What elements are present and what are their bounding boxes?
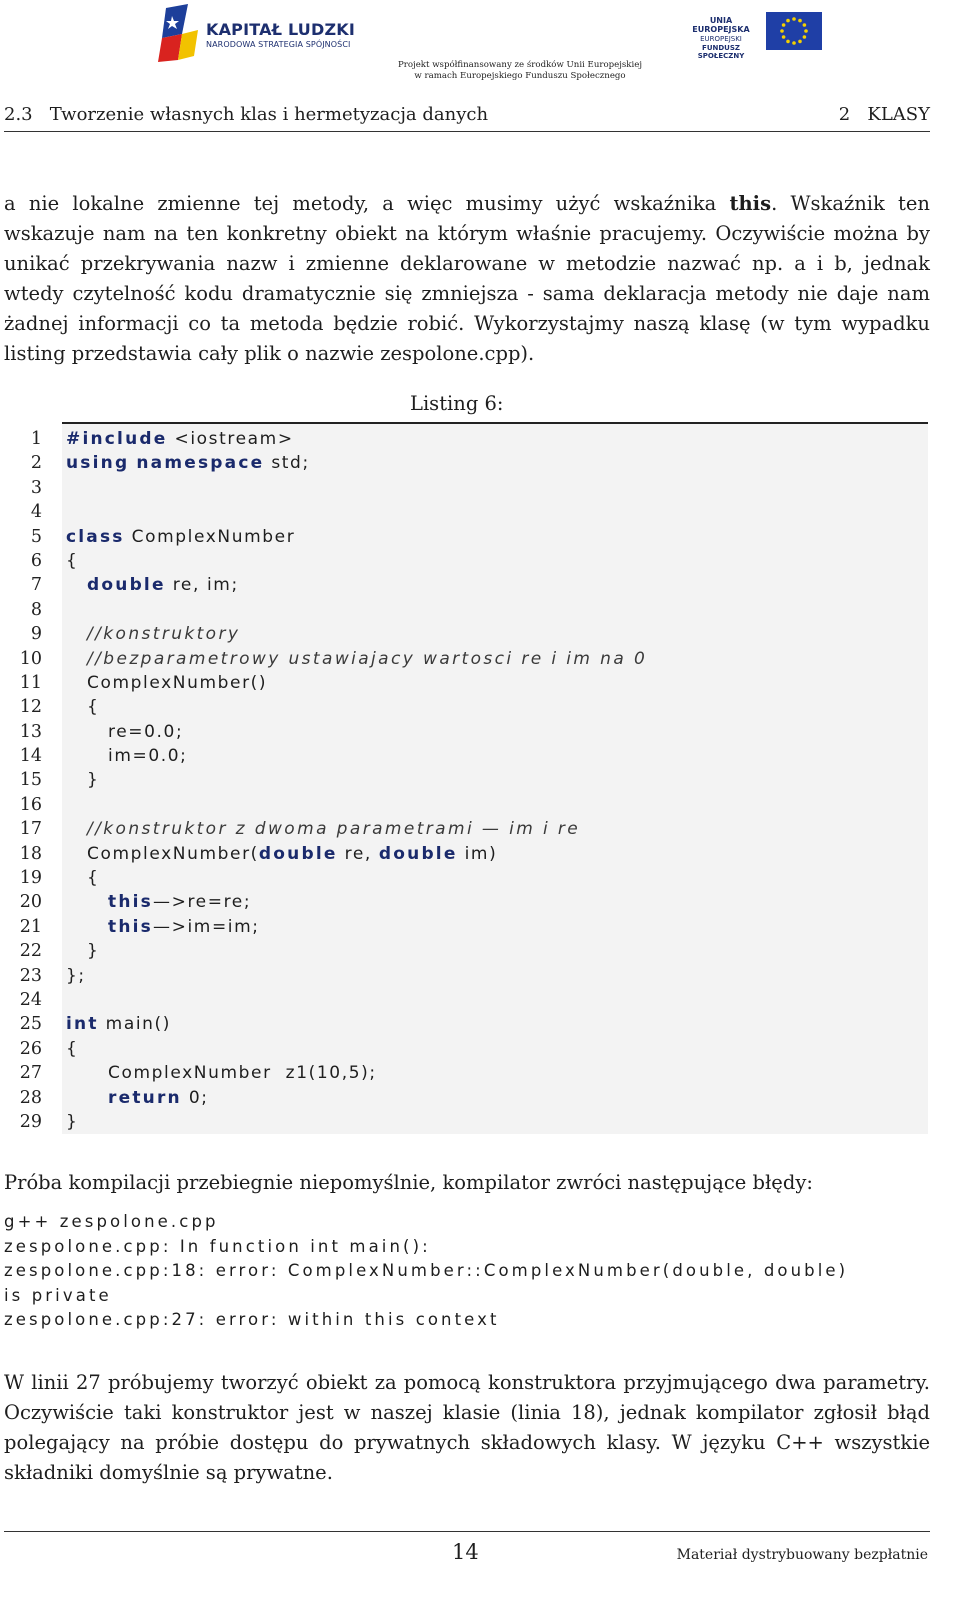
- code-token: ComplexNumber(: [66, 843, 259, 864]
- code-comment: //konstruktory: [87, 624, 241, 645]
- code-line: [0, 744, 930, 768]
- code-line: [0, 915, 930, 939]
- code-keyword: namespace: [136, 453, 265, 474]
- code-line: [0, 1012, 930, 1036]
- running-header: [4, 104, 930, 128]
- code-text: [66, 549, 78, 573]
- code-line: [0, 866, 930, 890]
- footer-note: Materiał dystrybuowany bezpłatnie: [676, 1547, 928, 1563]
- code-line: [0, 1061, 930, 1085]
- code-token: re,: [337, 843, 379, 864]
- paragraph-intro-text-a: a nie lokalne zmienne tej metody, a więc musimy użyć wskaźnika: [4, 192, 730, 215]
- code-token: }: [66, 1111, 79, 1132]
- code-keyword: double: [378, 843, 458, 864]
- line-number: 16: [19, 794, 42, 815]
- code-line: [0, 842, 930, 866]
- code-line: [0, 695, 930, 719]
- code-token: re=0.0;: [66, 721, 184, 742]
- code-token: 0;: [181, 1087, 209, 1108]
- compiler-output-line: zespolone.cpp:18: error: ComplexNumber::ComplexNumber(double, double): [4, 1261, 849, 1280]
- code-token: };: [66, 965, 86, 986]
- kapital-ludzki-subtitle: NARODOWA STRATEGIA SPÓJNOŚCI: [206, 40, 351, 49]
- code-text: [66, 915, 260, 939]
- code-line: [0, 427, 930, 451]
- code-token: {: [66, 550, 79, 571]
- code-token: ComplexNumber: [124, 526, 296, 547]
- cofinancing-line1: Projekt współfinansowany ze środków Unii Europejskiej: [397, 60, 642, 70]
- code-text: [66, 817, 580, 841]
- line-number: 29: [19, 1111, 42, 1132]
- code-line: [0, 939, 930, 963]
- code-keyword: return: [108, 1087, 182, 1108]
- paragraph-intro-text-b: . Wskaźnik ten wskazuje nam na ten konkretny obiekt na którym właśnie pracujemy. Oczywiście można by unikać przekrywania nazw i zmienne deklarowane w metodzie nazwać np. a i b, jednak wtedy czytelność kodu dramatycznie się zmniejsza - sama deklaracja metody nie daje nam żadnej informacji co ta metoda będzie robić. Wykorzystajmy naszą klasę (w tym wypadku listing przedstawia cały plik o nazwie zespolone.cpp).: [4, 192, 930, 365]
- code-line: [0, 890, 930, 914]
- code-token: [66, 819, 87, 839]
- code-text: [66, 890, 251, 914]
- code-text: [66, 744, 188, 768]
- code-token: std;: [264, 453, 310, 474]
- line-number: 23: [19, 965, 42, 986]
- line-number: 1: [30, 429, 42, 449]
- code-token: {: [66, 1038, 79, 1059]
- code-line: [0, 1037, 930, 1061]
- code-token: im): [457, 843, 498, 864]
- footer-rule: [4, 1531, 930, 1532]
- compiler-output-line: g++ zespolone.cpp: [4, 1212, 219, 1231]
- keyword-this: this: [729, 192, 772, 215]
- paragraph-explanation: W linii 27 próbujemy tworzyć obiekt za pomocą konstruktora przyjmującego dwa parametry. Oczywiście taki konstruktor jest w naszej klasie (linia 18), jednak kompilator zgłosił błąd polegający na próbie dostępu do prywatnych składowych klasy. W języku C++ wszystkie składniki domyślnie są prywatne.: [4, 1371, 930, 1484]
- code-token: ComplexNumber(): [66, 672, 268, 693]
- code-text: [66, 1061, 377, 1085]
- code-text: [66, 768, 99, 792]
- code-token: {: [66, 697, 100, 718]
- line-number: 27: [19, 1063, 42, 1084]
- line-number: 18: [19, 843, 42, 864]
- compiler-output: [4, 1210, 848, 1333]
- kapital-ludzki-logo: [158, 4, 358, 62]
- code-text: [66, 1086, 209, 1110]
- section-title: 2.3 Tworzenie własnych klas i hermetyzacja danych: [4, 104, 489, 125]
- code-line: [0, 622, 930, 646]
- line-number: 2: [30, 453, 42, 474]
- code-line: [0, 647, 930, 671]
- code-token: [66, 649, 87, 669]
- line-number: 17: [19, 819, 42, 840]
- code-comment: //konstruktor z dwoma parametrami — im i re: [87, 819, 581, 840]
- code-line: [0, 500, 930, 524]
- code-line: [0, 549, 930, 573]
- line-number: 5: [30, 526, 42, 547]
- code-token: [66, 624, 87, 644]
- kapital-ludzki-title: KAPITAŁ LUDZKI: [206, 20, 356, 39]
- line-number: 13: [19, 721, 42, 742]
- code-listing: [0, 427, 930, 1134]
- line-number: 12: [19, 697, 42, 718]
- line-number: 11: [19, 672, 42, 693]
- eu-logo-line2: EUROPEJSKI: [700, 35, 742, 43]
- code-token: [66, 1088, 108, 1108]
- eu-logo: [680, 10, 840, 60]
- code-line: [0, 525, 930, 549]
- chapter-title: 2 KLASY: [838, 104, 930, 125]
- code-text: [66, 964, 86, 988]
- line-number: 15: [19, 770, 42, 791]
- code-token: im=0.0;: [66, 746, 188, 767]
- code-line: [0, 1086, 930, 1110]
- line-number: 6: [30, 550, 42, 571]
- code-text: [66, 525, 295, 549]
- code-text: [66, 866, 99, 890]
- code-keyword: int: [66, 1014, 99, 1035]
- code-line: [0, 671, 930, 695]
- code-keyword: class: [66, 526, 125, 547]
- code-token: }: [66, 770, 100, 791]
- header-rule: [4, 131, 930, 132]
- line-number: 22: [19, 941, 42, 962]
- line-number: 9: [30, 624, 42, 645]
- code-keyword: this: [108, 892, 154, 913]
- code-text: [66, 842, 497, 866]
- cofinancing-note: [330, 60, 710, 82]
- line-number: 3: [30, 477, 42, 498]
- code-text: [66, 939, 99, 963]
- code-text: [66, 671, 267, 695]
- code-line: [0, 476, 930, 500]
- code-line: [0, 1110, 930, 1134]
- code-line: [0, 573, 930, 597]
- code-token: [66, 892, 108, 912]
- kapital-ludzki-emblem-icon: [158, 4, 202, 62]
- code-text: [66, 1110, 78, 1134]
- code-text: [66, 1012, 171, 1036]
- code-line: [0, 964, 930, 988]
- code-token: [66, 575, 87, 595]
- code-keyword: double: [258, 843, 338, 864]
- code-line: [0, 451, 930, 475]
- code-token: ComplexNumber z1(10,5);: [66, 1063, 377, 1084]
- page-number: 14: [452, 1540, 479, 1564]
- code-token: re, im;: [165, 575, 239, 596]
- line-number: 28: [19, 1087, 42, 1108]
- code-token: <iostream>: [167, 429, 294, 449]
- line-number: 24: [19, 989, 42, 1010]
- code-keyword: using: [66, 453, 130, 474]
- compiler-output-line: zespolone.cpp: In function int main():: [4, 1236, 431, 1256]
- code-text: [66, 451, 310, 475]
- code-keyword: this: [108, 916, 154, 937]
- line-number: 8: [30, 599, 42, 620]
- code-keyword: double: [87, 575, 166, 596]
- line-number: 14: [19, 746, 42, 767]
- compiler-output-line: is private: [4, 1285, 112, 1305]
- eu-flag-icon: [766, 12, 822, 50]
- line-number: 20: [19, 892, 42, 913]
- code-token: —>im=im;: [153, 916, 260, 937]
- line-number: 10: [19, 648, 42, 669]
- paragraph-compile: Próba kompilacji przebiegnie niepomyślnie, kompilator zwróci następujące błędy:: [4, 1171, 813, 1194]
- line-number: 7: [30, 575, 42, 596]
- code-line: [0, 768, 930, 792]
- code-token: }: [66, 941, 100, 962]
- eu-logo-line3: FUNDUSZ SPOŁECZNY: [697, 44, 745, 60]
- compiler-output-line: zespolone.cpp:27: error: within this context: [4, 1310, 500, 1329]
- code-token: —>re=re;: [153, 892, 252, 913]
- listing-caption: Listing 6:: [410, 392, 504, 415]
- code-text: [66, 573, 239, 597]
- line-number: 4: [30, 502, 42, 523]
- cofinancing-line2: w ramach Europejskiego Funduszu Społecznego: [414, 71, 626, 81]
- line-number: 25: [19, 1014, 42, 1035]
- code-text: [66, 1037, 78, 1061]
- code-token: {: [66, 868, 100, 889]
- code-line: [0, 988, 930, 1012]
- code-token: main(): [98, 1014, 171, 1035]
- code-text: [66, 622, 240, 646]
- code-text: [66, 427, 294, 451]
- line-number: 21: [19, 916, 42, 937]
- code-comment: //bezparametrowy ustawiajacy wartosci re i im na 0: [87, 648, 648, 669]
- code-line: [0, 817, 930, 841]
- code-keyword: #include: [66, 429, 168, 449]
- code-text: [66, 720, 183, 744]
- code-text: [66, 647, 647, 671]
- code-line: [0, 598, 930, 622]
- line-number: 19: [19, 868, 42, 889]
- eu-logo-line1: UNIA EUROPEJSKA: [692, 16, 750, 34]
- code-line: [0, 720, 930, 744]
- line-number: 26: [19, 1038, 42, 1059]
- code-text: [66, 695, 99, 719]
- code-token: [66, 917, 108, 937]
- paragraph-intro: [4, 189, 930, 369]
- code-line: [0, 793, 930, 817]
